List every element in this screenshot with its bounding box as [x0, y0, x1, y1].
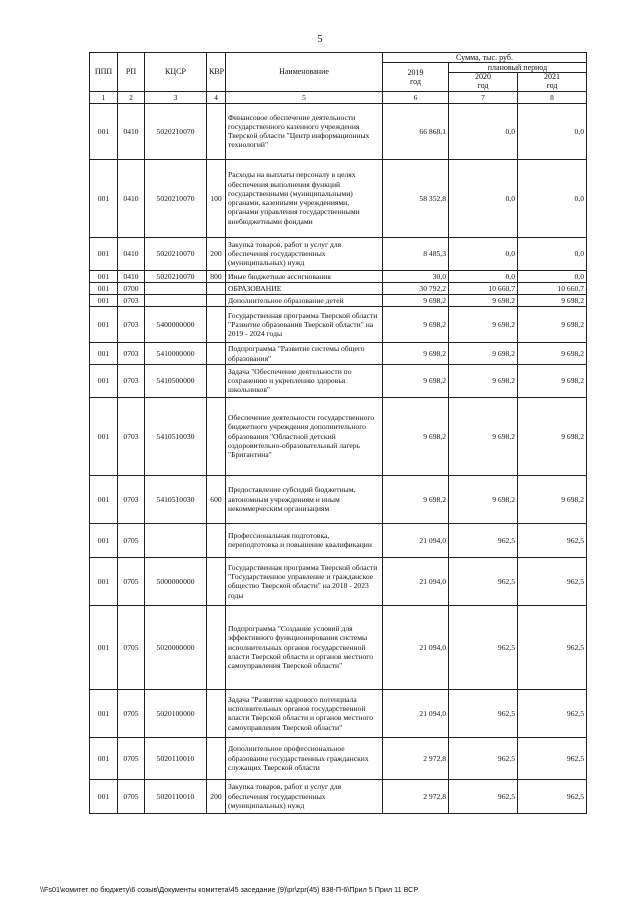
column-number: 7 — [449, 91, 518, 103]
cell-kvr — [207, 364, 226, 397]
column-number: 1 — [90, 91, 118, 103]
cell-y2019: 30,0 — [383, 270, 449, 282]
cell-rp: 0703 — [118, 397, 145, 475]
cell-y2020: 962,5 — [449, 779, 518, 813]
cell-name: Иные бюджетные ассигнования — [226, 270, 383, 282]
cell-ppp: 001 — [90, 295, 118, 307]
cell-y2021: 0,0 — [518, 270, 587, 282]
cell-rp: 0705 — [118, 523, 145, 557]
cell-kvr — [207, 605, 226, 689]
cell-y2020: 0,0 — [449, 103, 518, 159]
cell-name: Подпрограмма "Развитие системы общего образования" — [226, 343, 383, 365]
cell-kvr — [207, 397, 226, 475]
cell-name: ОБРАЗОВАНИЕ — [226, 282, 383, 294]
col-header-name: Наименование — [226, 53, 383, 92]
cell-y2019: 21 094,0 — [383, 689, 449, 737]
cell-rp: 0703 — [118, 295, 145, 307]
cell-name: Задача "Развитие кадрового потенциала исполнительных органов государственной власти Тверской области и органов местного самоуправления Тверской области" — [226, 689, 383, 737]
cell-rp: 0705 — [118, 779, 145, 813]
cell-y2019: 9 698,2 — [383, 343, 449, 365]
cell-y2020: 9 698,2 — [449, 343, 518, 365]
cell-name: Дополнительное профессиональное образование государственных гражданских служащих Тверской области — [226, 737, 383, 779]
column-number: 8 — [518, 91, 587, 103]
year-2019-label: 2019 — [407, 67, 424, 77]
cell-name: Обеспечение деятельности государственного бюджетного учреждения дополнительного образования "Областной детский оздоровительно-образовательный лагерь "Бригантина" — [226, 397, 383, 475]
cell-rp: 0410 — [118, 159, 145, 237]
table-row — [90, 397, 587, 475]
cell-rp: 0703 — [118, 307, 145, 343]
cell-y2021: 9 698,2 — [518, 364, 587, 397]
cell-kcsr: 5000000000 — [145, 557, 207, 605]
col-header-planned: плановый период — [449, 63, 587, 73]
cell-rp: 0705 — [118, 689, 145, 737]
cell-ppp: 001 — [90, 364, 118, 397]
cell-kvr — [207, 307, 226, 343]
cell-name: Расходы на выплаты персоналу в целях обеспечения выполнения функций государственными (муниципальными) органами, казенными учреждениями, органами управления государственными внебюджетными фондами — [226, 159, 383, 237]
cell-y2019: 9 698,2 — [383, 295, 449, 307]
cell-kvr — [207, 737, 226, 779]
cell-kvr — [207, 523, 226, 557]
year-2020-label: 2020 — [475, 72, 491, 81]
table-row — [90, 343, 587, 365]
year-word-2019: год — [410, 76, 421, 86]
cell-y2021: 0,0 — [518, 237, 587, 270]
cell-name: Государственная программа Тверской области "Развитие образования Тверской области" на 2019 - 2024 годы — [226, 307, 383, 343]
cell-ppp: 001 — [90, 159, 118, 237]
cell-y2020: 962,5 — [449, 605, 518, 689]
cell-rp: 0410 — [118, 237, 145, 270]
year-word-2020: год — [477, 80, 489, 90]
table-row — [90, 689, 587, 737]
cell-ppp: 001 — [90, 270, 118, 282]
cell-y2020: 9 698,2 — [449, 295, 518, 307]
cell-y2019: 2 972,8 — [383, 737, 449, 779]
cell-y2019: 21 094,0 — [383, 605, 449, 689]
cell-y2021: 9 698,2 — [518, 397, 587, 475]
col-header-2020 — [449, 73, 518, 92]
cell-rp: 0705 — [118, 605, 145, 689]
cell-kvr: 100 — [207, 159, 226, 237]
cell-ppp: 001 — [90, 475, 118, 523]
cell-y2019: 58 352,8 — [383, 159, 449, 237]
budget-table — [89, 52, 587, 814]
cell-y2020: 0,0 — [449, 270, 518, 282]
cell-rp: 0705 — [118, 557, 145, 605]
cell-kcsr: 5410510030 — [145, 475, 207, 523]
cell-ppp: 001 — [90, 779, 118, 813]
cell-y2021: 0,0 — [518, 103, 587, 159]
cell-y2020: 9 698,2 — [449, 397, 518, 475]
cell-kcsr: 5400000000 — [145, 307, 207, 343]
cell-kcsr: 5410500000 — [145, 364, 207, 397]
col-header-2021 — [518, 73, 587, 92]
table-row — [90, 103, 587, 159]
cell-ppp: 001 — [90, 689, 118, 737]
cell-kcsr: 5020000000 — [145, 605, 207, 689]
cell-name: Дополнительное образование детей — [226, 295, 383, 307]
cell-kcsr: 5020110010 — [145, 779, 207, 813]
cell-ppp: 001 — [90, 282, 118, 294]
cell-kcsr: 5020210070 — [145, 103, 207, 159]
cell-name: Закупка товаров, работ и услуг для обеспечения государственных (муниципальных) нужд — [226, 237, 383, 270]
cell-kcsr: 5020110010 — [145, 737, 207, 779]
cell-kvr — [207, 282, 226, 294]
cell-kcsr: 5020100000 — [145, 689, 207, 737]
cell-y2021: 9 698,2 — [518, 343, 587, 365]
cell-y2020: 9 698,2 — [449, 364, 518, 397]
cell-y2020: 10 660,7 — [449, 282, 518, 294]
cell-y2021: 962,5 — [518, 779, 587, 813]
cell-name: Государственная программа Тверской области "Государственное управление и гражданское общество Тверской области" на 2018 - 2023 годы — [226, 557, 383, 605]
col-header-kvr: КВР — [207, 53, 226, 92]
cell-ppp: 001 — [90, 237, 118, 270]
cell-kvr — [207, 103, 226, 159]
cell-y2021: 0,0 — [518, 159, 587, 237]
file-path-footer: \\Fs01\комитет по бюджету\6 созыв\Документы комитета\45 заседание (9)\pr\zpr(45) 838-П-6\Прил 5 Прил 11 ВСР — [40, 885, 419, 894]
cell-ppp: 001 — [90, 103, 118, 159]
table-row — [90, 282, 587, 294]
cell-y2019: 9 698,2 — [383, 307, 449, 343]
cell-y2020: 962,5 — [449, 557, 518, 605]
cell-ppp: 001 — [90, 523, 118, 557]
cell-y2019: 2 972,8 — [383, 779, 449, 813]
cell-y2021: 9 698,2 — [518, 307, 587, 343]
cell-kcsr: 5410510030 — [145, 397, 207, 475]
col-header-kcsr: КЦСР — [145, 53, 207, 92]
cell-y2019: 30 792,2 — [383, 282, 449, 294]
cell-kvr: 200 — [207, 779, 226, 813]
page-number: 5 — [317, 34, 323, 45]
cell-kcsr: 5410000000 — [145, 343, 207, 365]
cell-ppp: 001 — [90, 557, 118, 605]
cell-y2020: 9 698,2 — [449, 475, 518, 523]
cell-y2020: 962,5 — [449, 523, 518, 557]
cell-y2021: 9 698,2 — [518, 295, 587, 307]
table-row — [90, 737, 587, 779]
cell-ppp: 001 — [90, 397, 118, 475]
column-number-row — [90, 91, 587, 103]
column-number: 2 — [118, 91, 145, 103]
cell-y2021: 962,5 — [518, 689, 587, 737]
cell-rp: 0705 — [118, 737, 145, 779]
cell-y2019: 8 485,3 — [383, 237, 449, 270]
cell-y2019: 66 868,1 — [383, 103, 449, 159]
cell-rp: 0700 — [118, 282, 145, 294]
cell-kvr: 800 — [207, 270, 226, 282]
cell-kcsr: 5020210070 — [145, 237, 207, 270]
cell-ppp: 001 — [90, 605, 118, 689]
cell-kcsr — [145, 523, 207, 557]
cell-kcsr: 5020210070 — [145, 159, 207, 237]
cell-y2021: 962,5 — [518, 523, 587, 557]
cell-rp: 0410 — [118, 103, 145, 159]
cell-rp: 0703 — [118, 343, 145, 365]
column-number: 4 — [207, 91, 226, 103]
table-row — [90, 237, 587, 270]
cell-y2021: 962,5 — [518, 737, 587, 779]
cell-name: Закупка товаров, работ и услуг для обеспечения государственных (муниципальных) нужд — [226, 779, 383, 813]
cell-y2019: 9 698,2 — [383, 397, 449, 475]
cell-ppp: 001 — [90, 307, 118, 343]
cell-y2021: 10 660,7 — [518, 282, 587, 294]
cell-kvr — [207, 343, 226, 365]
table-row — [90, 779, 587, 813]
cell-name: Финансовое обеспечение деятельности государственного казенного учреждения Тверской области "Центр информационных технологий" — [226, 103, 383, 159]
cell-name: Профессиональная подготовка, переподготовка и повышение квалификации — [226, 523, 383, 557]
column-number: 5 — [226, 91, 383, 103]
table-row — [90, 159, 587, 237]
cell-name: Предоставление субсидий бюджетным, автономным учреждениям и иным некоммерческим организациям — [226, 475, 383, 523]
cell-name: Задача "Обеспечение деятельности по сохранению и укреплению здоровья школьников" — [226, 364, 383, 397]
cell-kvr — [207, 295, 226, 307]
cell-kvr — [207, 689, 226, 737]
table-body — [90, 103, 587, 813]
cell-kvr: 200 — [207, 237, 226, 270]
year-2021-label: 2021 — [544, 72, 560, 81]
table-row — [90, 307, 587, 343]
cell-y2020: 962,5 — [449, 737, 518, 779]
cell-kcsr: 5020210070 — [145, 270, 207, 282]
cell-y2019: 21 094,0 — [383, 523, 449, 557]
cell-y2020: 0,0 — [449, 237, 518, 270]
cell-kcsr — [145, 295, 207, 307]
cell-y2020: 962,5 — [449, 689, 518, 737]
cell-kcsr — [145, 282, 207, 294]
cell-rp: 0410 — [118, 270, 145, 282]
table-row — [90, 475, 587, 523]
cell-y2020: 0,0 — [449, 159, 518, 237]
cell-y2019: 9 698,2 — [383, 475, 449, 523]
cell-rp: 0703 — [118, 475, 145, 523]
table-row — [90, 557, 587, 605]
cell-y2019: 21 094,0 — [383, 557, 449, 605]
col-header-ppp: ППП — [90, 53, 118, 92]
cell-kvr: 600 — [207, 475, 226, 523]
table-row — [90, 270, 587, 282]
cell-ppp: 001 — [90, 343, 118, 365]
cell-kvr — [207, 557, 226, 605]
table-row — [90, 523, 587, 557]
year-word-2021: год — [546, 80, 558, 90]
table-row — [90, 605, 587, 689]
col-header-2019 — [383, 63, 449, 92]
table-row — [90, 364, 587, 397]
column-number: 6 — [383, 91, 449, 103]
cell-y2021: 9 698,2 — [518, 475, 587, 523]
cell-rp: 0703 — [118, 364, 145, 397]
cell-name: Подпрограмма "Создание условий для эффективного функционирования системы исполнительных органов государственной власти Тверской области и органов местного самоуправления Тверской области" — [226, 605, 383, 689]
cell-y2020: 9 698,2 — [449, 307, 518, 343]
column-number: 3 — [145, 91, 207, 103]
table-row — [90, 295, 587, 307]
cell-y2021: 962,5 — [518, 605, 587, 689]
col-header-rp: РП — [118, 53, 145, 92]
cell-y2019: 9 698,2 — [383, 364, 449, 397]
col-header-sum: Сумма, тыс. руб. — [383, 53, 587, 63]
cell-y2021: 962,5 — [518, 557, 587, 605]
cell-ppp: 001 — [90, 737, 118, 779]
